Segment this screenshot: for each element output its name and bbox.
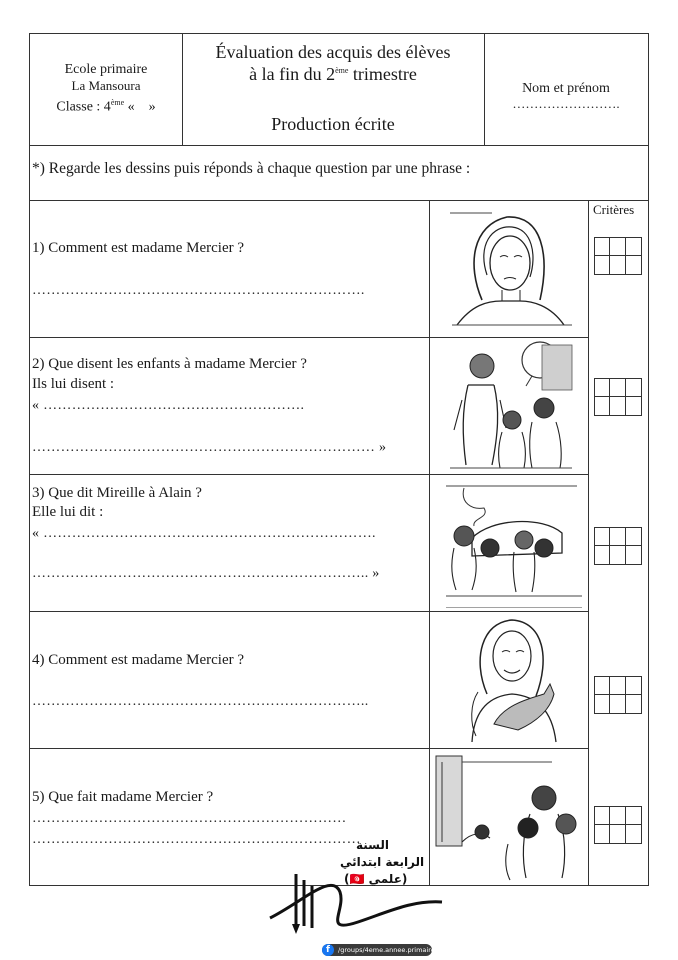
answer-2-line-2[interactable]: ……………………………………………………………… » — [32, 440, 387, 455]
school-name: Ecole primaire — [64, 61, 148, 77]
question-5-text: 5) Que fait madame Mercier ? — [32, 789, 214, 805]
exam-title-block — [182, 34, 484, 144]
criteria-grid-1[interactable] — [594, 237, 642, 275]
facebook-group-link[interactable]: /groups/4eme.annee.primaire — [322, 944, 432, 956]
illustration-girl-and-boy-car — [432, 478, 584, 608]
question-3-subtext: Elle lui dit : — [32, 504, 104, 520]
watermark-line-1: السنة — [356, 838, 390, 852]
school-town: La Mansoura — [71, 77, 141, 93]
question-2-subtext: Ils lui disent : — [32, 376, 115, 392]
question-1-text: 1) Comment est madame Mercier ? — [32, 240, 245, 256]
illustration-sad-woman — [432, 205, 584, 333]
answer-2-line-1[interactable]: « ………………………………………………. — [32, 398, 305, 413]
illustration-children-with-woman — [432, 340, 584, 470]
name-label: Nom et prénom — [522, 81, 610, 96]
criteria-grid-4[interactable] — [594, 676, 642, 714]
answer-5-line-2[interactable]: …………………………………………………………… — [32, 832, 361, 847]
exam-title: Évaluation des acquis des élèves — [215, 42, 451, 62]
illustration-woman-with-cat — [432, 614, 584, 744]
answer-4-line-1[interactable]: …………………………………………………………….. — [32, 694, 369, 709]
student-name-box — [484, 34, 648, 144]
criteria-grid-3[interactable] — [594, 527, 642, 565]
criteria-grid-5[interactable] — [594, 806, 642, 844]
criteria-grid-2[interactable] — [594, 378, 642, 416]
question-2-text: 2) Que disent les enfants à madame Mercier ? — [32, 356, 307, 372]
answer-1-line-1[interactable]: ……………………………………………………………. — [32, 283, 365, 298]
watermark-line-3: (علمي 🇹🇳) — [344, 872, 408, 886]
question-4-text: 4) Comment est madame Mercier ? — [32, 652, 245, 668]
instruction-text: *) Regarde les dessins puis réponds à chaque question par une phrase : — [32, 160, 471, 177]
exam-subtitle: Production écrite — [271, 114, 395, 134]
watermark-line-2: الرابعة ابتدائي — [340, 855, 425, 869]
answer-3-line-1[interactable]: « ……………………………………………………………. — [32, 526, 376, 541]
exam-period: à la fin du 2ème trimestre — [249, 64, 417, 84]
criteria-label: Critères — [593, 202, 635, 217]
illustration-woman-giving-gift — [432, 752, 584, 882]
answer-3-line-2[interactable]: …………………………………………………………….. » — [32, 566, 380, 581]
name-input-line[interactable]: ……………………. — [512, 96, 620, 111]
answer-5-line-1[interactable]: ………………………………………………………… — [32, 811, 347, 826]
school-info — [30, 34, 182, 144]
facebook-icon: f — [322, 944, 334, 956]
class-field: Classe : 4ème « » — [56, 97, 156, 115]
question-3-text: 3) Que dit Mireille à Alain ? — [32, 485, 202, 501]
